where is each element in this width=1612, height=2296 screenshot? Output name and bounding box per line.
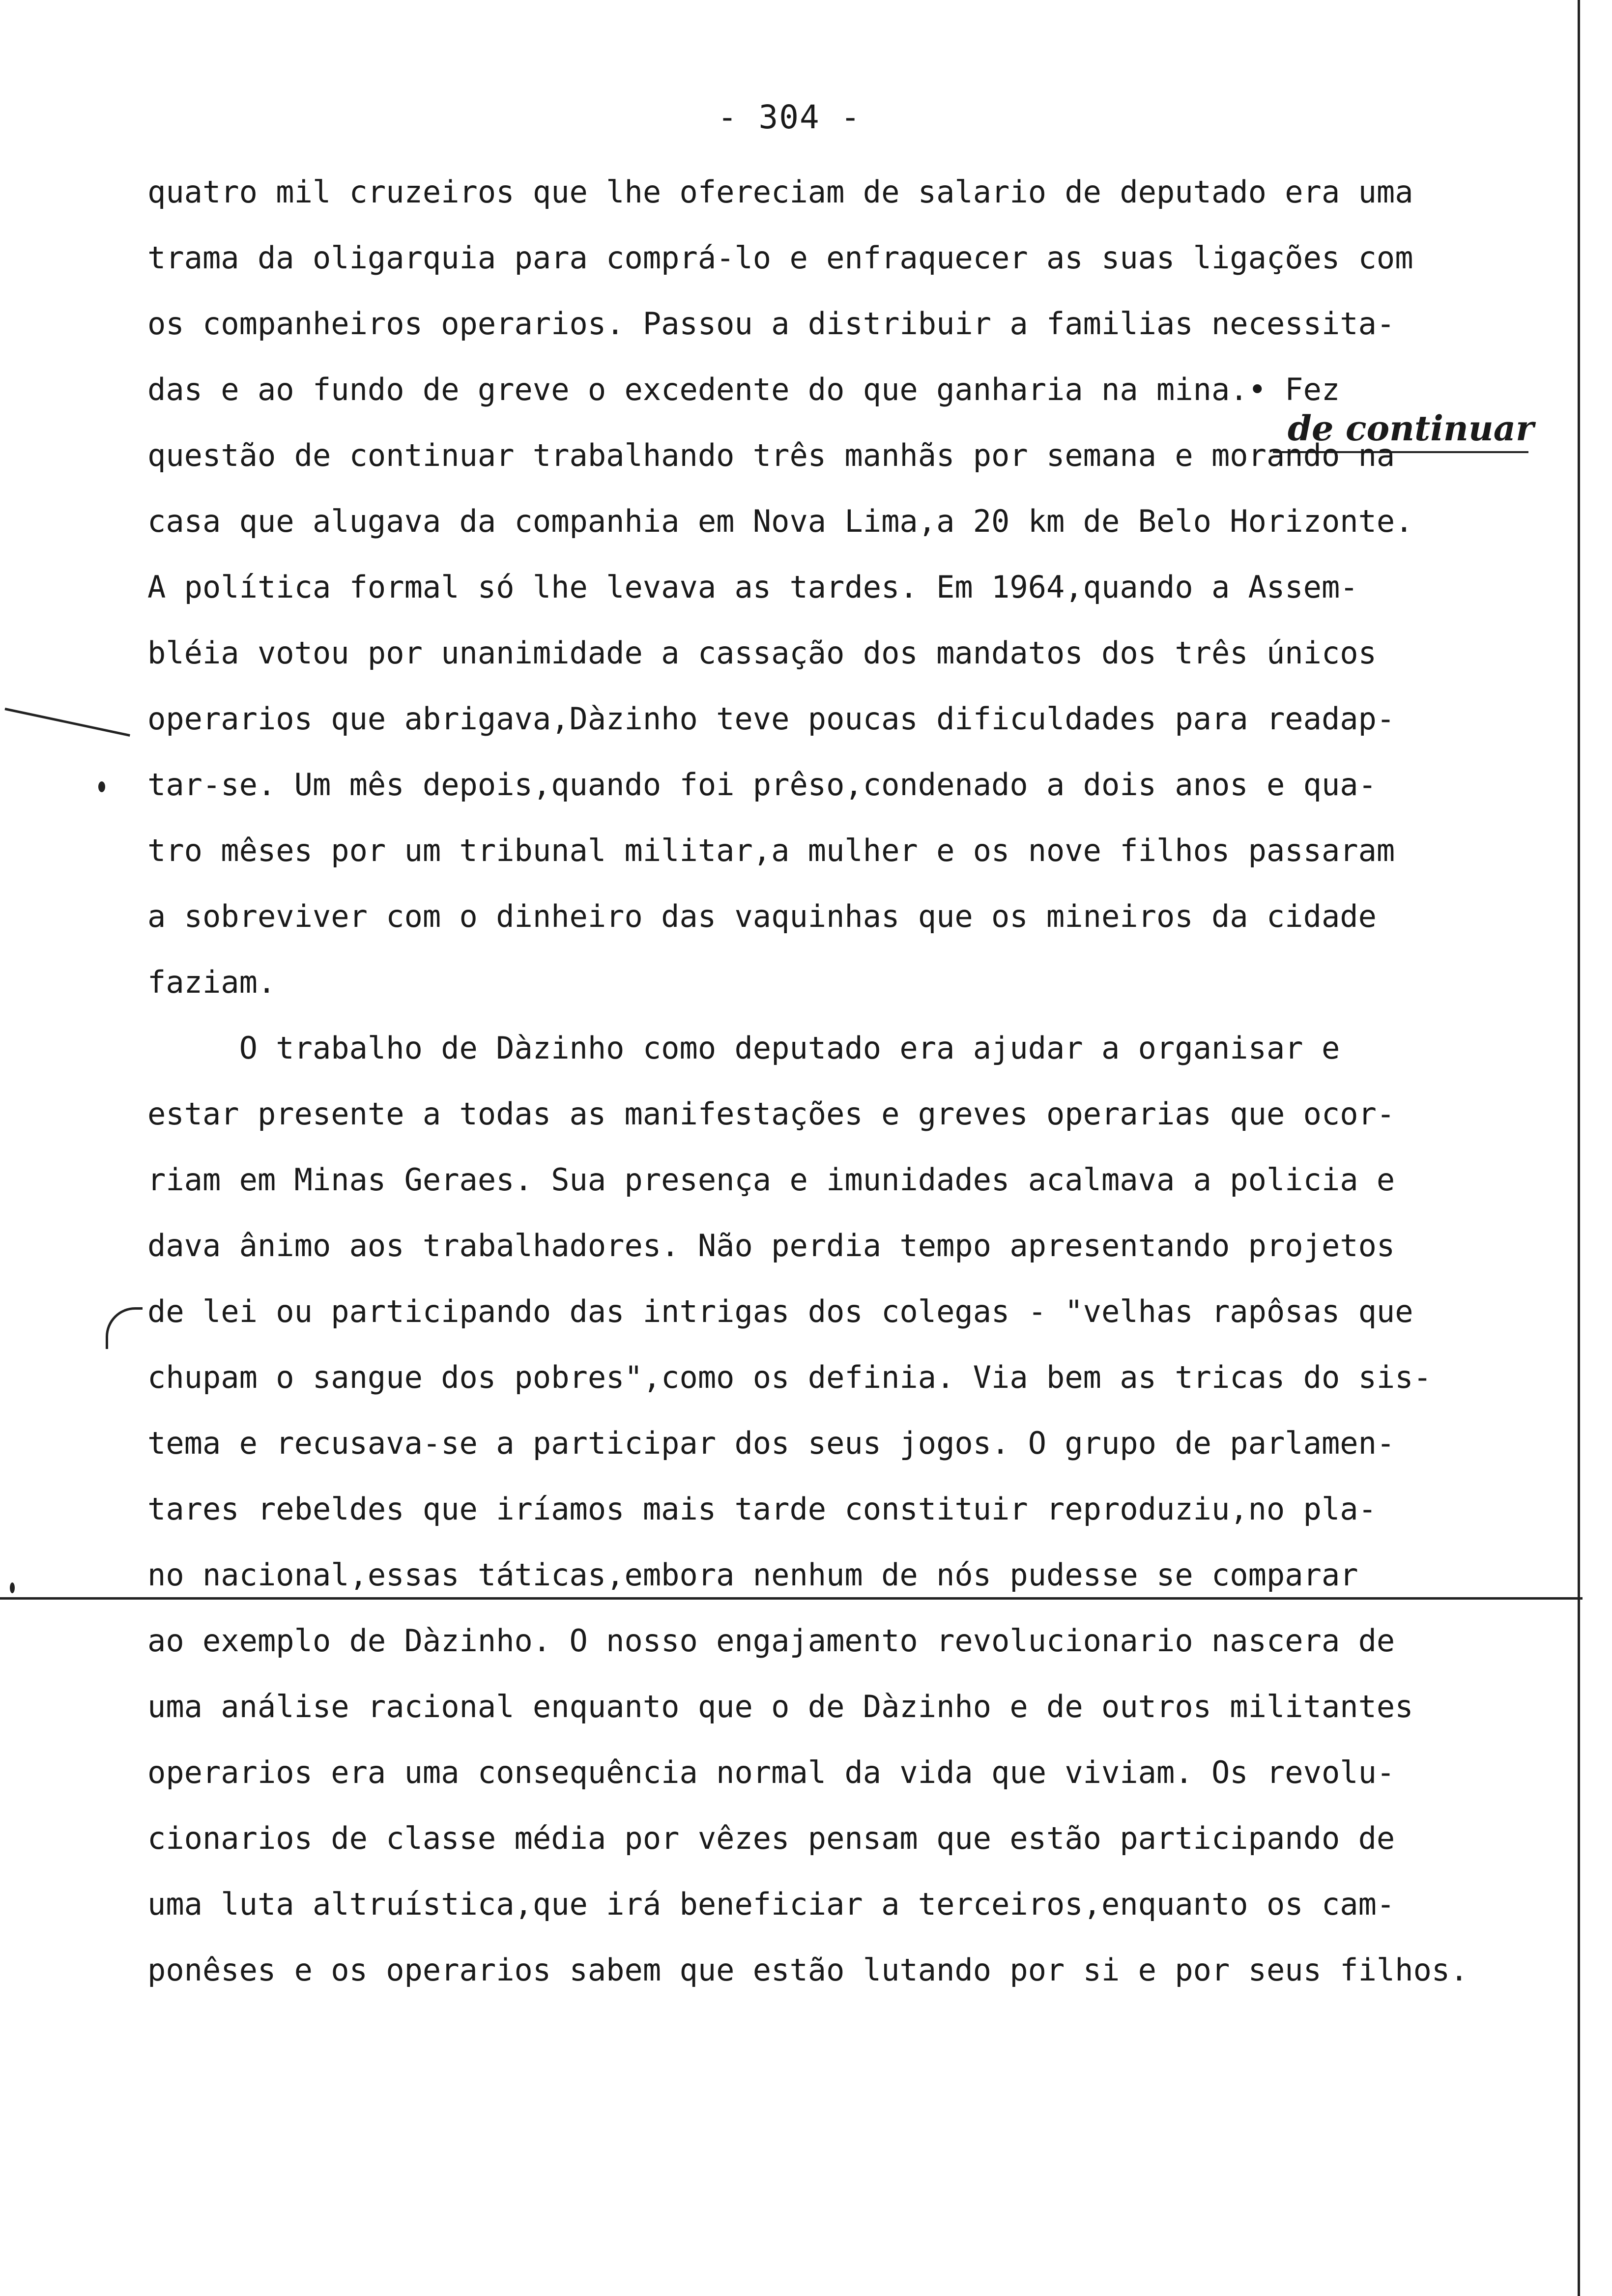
text-line-20: tema e recusava-se a participar dos seus jogos. O grupo de parlamen- [147, 1425, 1395, 1461]
text-line-13: faziam. [147, 964, 276, 1000]
text-line-1: quatro mil cruzeiros que lhe ofereciam de salario de deputado era uma [147, 174, 1413, 210]
text-line-28: ponêses e os operarios sabem que estão lutando por si e por seus filhos. [147, 1952, 1468, 1988]
text-line-26: cionarios de classe média por vêzes pensam que estão participando de [147, 1820, 1395, 1856]
text-line-27: uma luta altruística,que irá beneficiar a terceiros,enquanto os cam- [147, 1886, 1395, 1922]
margin-tick-mark [10, 1582, 15, 1593]
right-margin-rule [1578, 0, 1580, 2296]
text-line-25: operarios era uma consequência normal da vida que viviam. Os revolu- [147, 1754, 1395, 1790]
handwritten-insert: de continuar [1288, 408, 1534, 449]
text-line-4: das e ao fundo de greve o excedente do que ganharia na mina.• Fez [147, 372, 1340, 407]
text-line-7: A política formal só lhe levava as tardes. Em 1964,quando a Assem- [147, 569, 1358, 605]
margin-stroke-mark [4, 708, 130, 737]
text-line-2: trama da oligarquia para comprá-lo e enfraquecer as suas ligações com [147, 240, 1413, 276]
margin-curve-mark [106, 1307, 143, 1349]
bottom-margin-rule [0, 1597, 1583, 1600]
text-line-23: ao exemplo de Dàzinho. O nosso engajamento revolucionario nascera de [147, 1623, 1395, 1659]
text-line-14: O trabalho de Dàzinho como deputado era ajudar a organisar e [147, 1030, 1340, 1066]
text-line-18: de lei ou participando das intrigas dos colegas - "velhas rapôsas que [147, 1293, 1413, 1329]
text-line-12: a sobreviver com o dinheiro das vaquinhas que os mineiros da cidade [147, 898, 1377, 934]
text-line-24: uma análise racional enquanto que o de Dàzinho e de outros militantes [147, 1689, 1413, 1724]
text-line-9: operarios que abrigava,Dàzinho teve poucas dificuldades para readap- [147, 701, 1395, 737]
text-line-22: no nacional,essas táticas,embora nenhum de nós pudesse se comparar [147, 1557, 1358, 1593]
text-line-3: os companheiros operarios. Passou a distribuir a familias necessita- [147, 306, 1395, 342]
text-line-16: riam em Minas Geraes. Sua presença e imunidades acalmava a policia e [147, 1162, 1395, 1198]
text-line-5: questão de continuar trabalhando três manhãs por semana e morando na [147, 437, 1395, 473]
margin-dot-mark [98, 781, 105, 792]
page-number: - 304 - [718, 98, 862, 136]
text-line-17: dava ânimo aos trabalhadores. Não perdia tempo apresentando projetos [147, 1228, 1395, 1263]
text-line-21: tares rebeldes que iríamos mais tarde constituir reproduziu,no pla- [147, 1491, 1377, 1527]
text-line-15: estar presente a todas as manifestações e greves operarias que ocor- [147, 1096, 1395, 1132]
text-line-19: chupam o sangue dos pobres",como os definia. Via bem as tricas do sis- [147, 1359, 1432, 1395]
text-line-8: bléia votou por unanimidade a cassação dos mandatos dos três únicos [147, 635, 1377, 671]
text-line-6: casa que alugava da companhia em Nova Lima,a 20 km de Belo Horizonte. [147, 503, 1413, 539]
text-line-10: tar-se. Um mês depois,quando foi prêso,condenado a dois anos e qua- [147, 767, 1377, 803]
text-line-11: tro mêses por um tribunal militar,a mulher e os nove filhos passaram [147, 832, 1395, 868]
